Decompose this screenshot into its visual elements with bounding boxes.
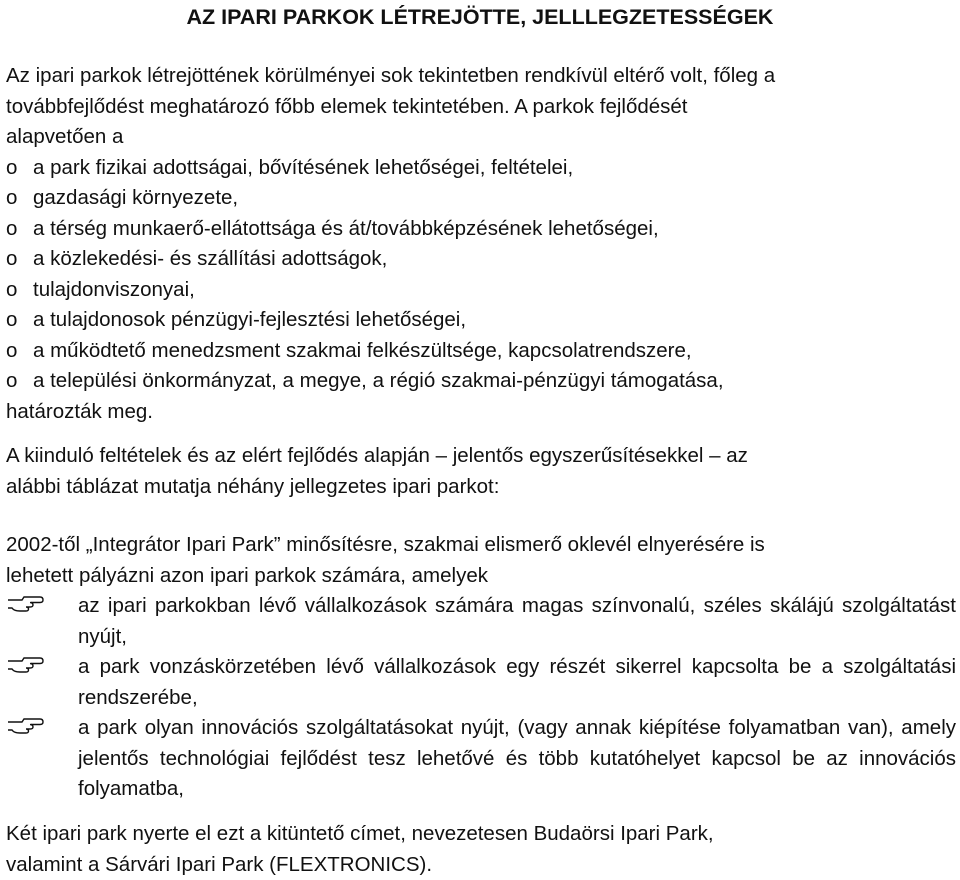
integrator-paragraph	[6, 530, 956, 805]
list-item: o a térség munkaerő-ellátottsága és át/továbbképzésének lehetőségei,	[6, 214, 956, 245]
circle-bullet-icon: o	[6, 336, 17, 367]
closing-paragraph	[6, 819, 956, 880]
para3-line-1: 2002-től „Integrátor Ipari Park” minősítésre, szakmai elismerő oklevél elnyerésére is	[6, 530, 956, 561]
intro-closing: határozták meg.	[6, 397, 956, 428]
circle-bullet-icon: o	[6, 305, 17, 336]
list-item: a park olyan innovációs szolgáltatásokat nyújt, (vagy annak kiépítése folyamatban van), amely jelentős technológiai fejlődést tesz lehetővé és több kutatóhelyet kapcsol be az innovációs folyamatba,	[6, 713, 956, 805]
list-item: o a közlekedési- és szállítási adottságok,	[6, 244, 956, 275]
para4-line-1: Két ipari park nyerte el ezt a kitüntető címet, nevezetesen Budaörsi Ipari Park,	[6, 819, 956, 850]
list-item: o a működtető menedzsment szakmai felkészültsége, kapcsolatrendszere,	[6, 336, 956, 367]
list-item: o a park fizikai adottságai, bővítésének lehetőségei, feltételei,	[6, 153, 956, 184]
para2-line-1: A kiinduló feltételek és az elért fejlődés alapján – jelentős egyszerűsítésekkel – az	[6, 441, 956, 472]
page-title: AZ IPARI PARKOK LÉTREJÖTTE, JELLLEGZETESSÉGEK	[0, 2, 960, 32]
circle-bullet-icon: o	[6, 183, 17, 214]
para2-line-2: alábbi táblázat mutatja néhány jellegzetes ipari parkot:	[6, 472, 956, 503]
list-item: o gazdasági környezete,	[6, 183, 956, 214]
list-item: a park vonzáskörzetében lévő vállalkozások egy részét sikerrel kapcsolta be a szolgáltatási rendszerébe,	[6, 652, 956, 713]
list-item: o a települési önkormányzat, a megye, a régió szakmai-pénzügyi támogatása,	[6, 366, 956, 397]
pointing-hand-icon	[6, 591, 46, 625]
intro-paragraph	[6, 61, 956, 427]
circle-bullet-icon: o	[6, 366, 17, 397]
intro-line-3: alapvetően a	[6, 122, 956, 153]
para4-line-2: valamint a Sárvári Ipari Park (FLEXTRONICS).	[6, 850, 956, 880]
criteria-list	[6, 591, 956, 805]
para3-line-2: lehetett pályázni azon ipari parkok számára, amelyek	[6, 561, 956, 592]
circle-bullet-icon: o	[6, 244, 17, 275]
list-item: o tulajdonviszonyai,	[6, 275, 956, 306]
circle-bullet-icon: o	[6, 214, 17, 245]
pointing-hand-icon	[6, 713, 46, 747]
list-item: az ipari parkokban lévő vállalkozások számára magas színvonalú, széles skálájú szolgáltatást nyújt,	[6, 591, 956, 652]
pointing-hand-icon	[6, 652, 46, 686]
factor-list	[6, 153, 956, 397]
circle-bullet-icon: o	[6, 153, 17, 184]
table-intro-paragraph	[6, 441, 956, 502]
circle-bullet-icon: o	[6, 275, 17, 306]
intro-line-1: Az ipari parkok létrejöttének körülményei sok tekintetben rendkívül eltérő volt, főleg a	[6, 61, 956, 92]
list-item: o a tulajdonosok pénzügyi-fejlesztési lehetőségei,	[6, 305, 956, 336]
intro-line-2: továbbfejlődést meghatározó főbb elemek tekintetében. A parkok fejlődését	[6, 92, 956, 123]
